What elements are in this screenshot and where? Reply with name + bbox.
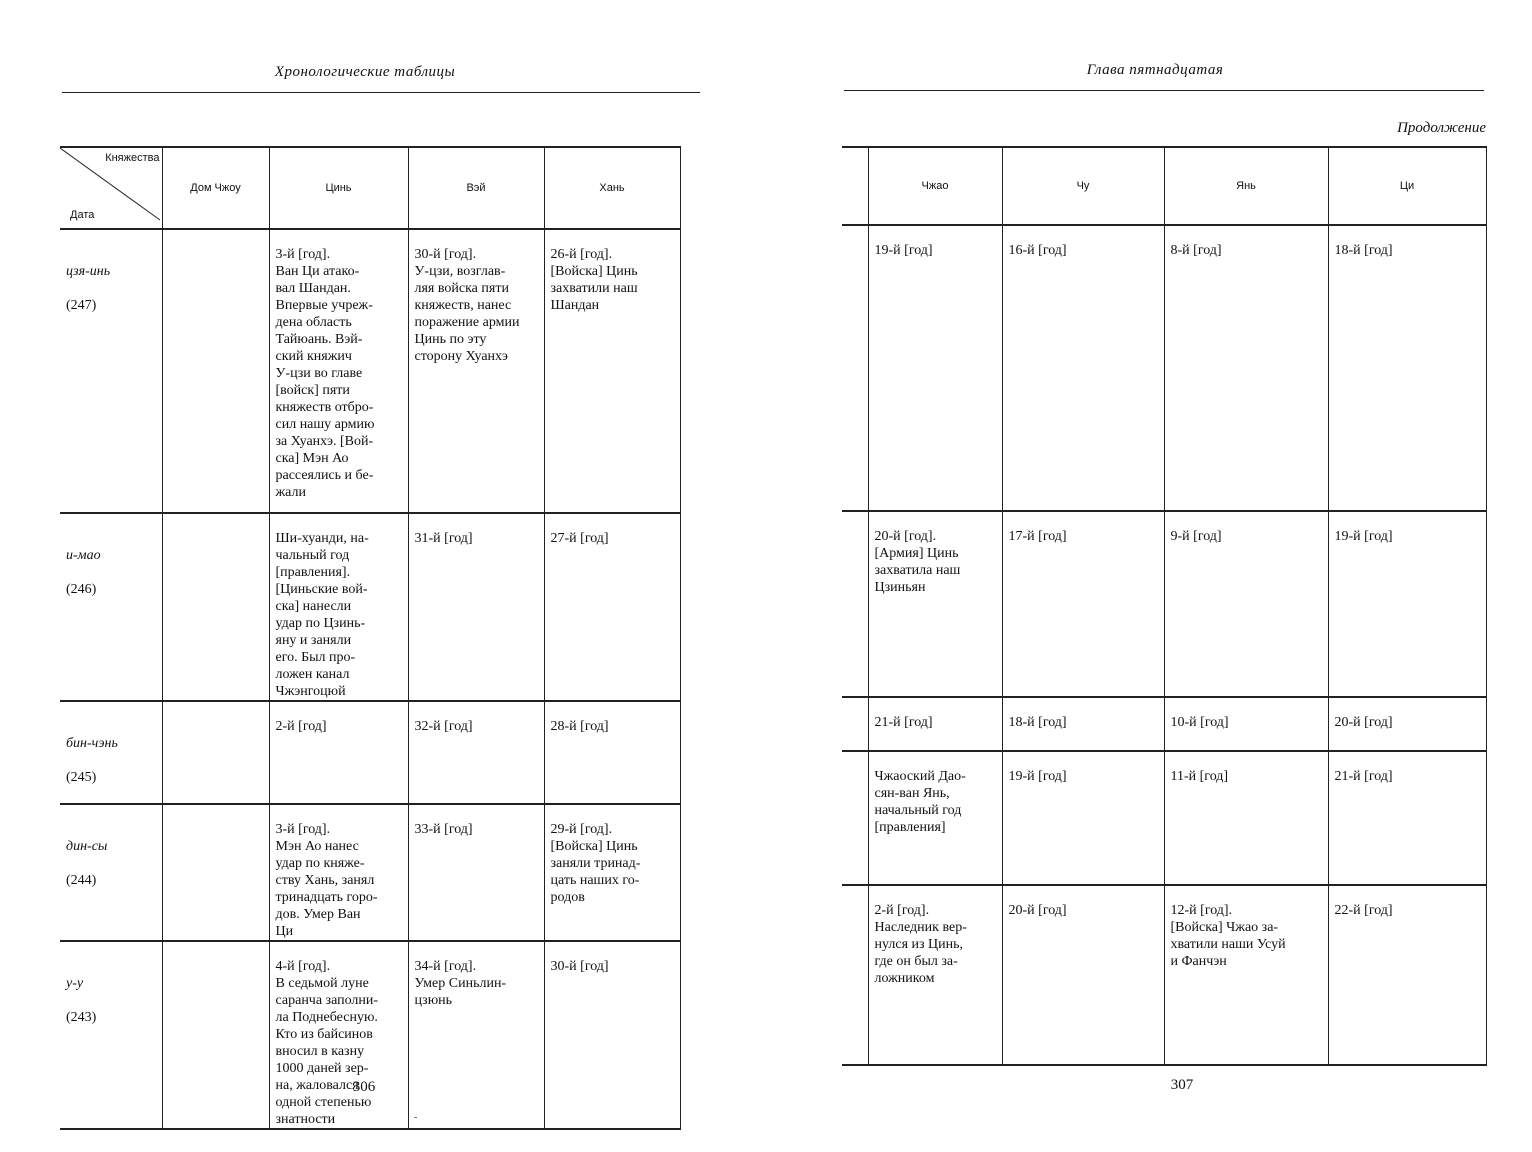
table-row: [842, 225, 1486, 511]
year-bce: (245): [66, 770, 97, 785]
cyclical-date: цзя-инь: [66, 264, 111, 279]
running-head: Глава пятнадцатая: [1086, 62, 1224, 78]
cyclical-date: дин-сы: [66, 839, 108, 854]
year-bce: (247): [66, 298, 97, 313]
table-row: [842, 511, 1486, 697]
table-cell: 28-й [год]: [544, 701, 680, 804]
table-row: [60, 229, 680, 513]
table-row: [60, 804, 680, 941]
table-header-row: [842, 147, 1486, 225]
table-cell: 8-й [год]: [1164, 225, 1328, 511]
diagonal-header-cell: [60, 147, 162, 229]
table-cell: 2-й [год]. Наследник вер- нулся из Цинь, где он был за- ложником: [868, 885, 1002, 1065]
spacer-cell: [842, 697, 868, 751]
table-cell: 34-й [год]. Умер Синьлин- цзюнь: [408, 941, 544, 1129]
table-cell: 20-й [год]: [1002, 885, 1164, 1065]
table-cell: 18-й [год]: [1002, 697, 1164, 751]
table-cell: 27-й [год]: [544, 513, 680, 701]
table-cell: [162, 513, 269, 701]
table-cell: 31-й [год]: [408, 513, 544, 701]
table-row: [842, 751, 1486, 885]
table-cell: 18-й [год]: [1328, 225, 1486, 511]
table-header-row: [60, 147, 680, 229]
spacer-cell: [842, 147, 868, 225]
divider: [844, 90, 1484, 91]
spacer-cell: [842, 511, 868, 697]
right-page: [780, 0, 1532, 1152]
continuation-label: Продолжение: [1397, 120, 1486, 136]
chronology-table: [842, 146, 1487, 1066]
chronology-table: [60, 146, 681, 1130]
print-speck: -: [414, 1112, 418, 1123]
table-row: [842, 885, 1486, 1065]
table-cell: 4-й [год]. В седьмой луне саранча заполни- ла Поднебесную. Кто из байсинов вносил в казну 1000 даней зер- на, жаловался одной степенью знатности: [269, 941, 408, 1129]
date-cell: [60, 701, 162, 804]
table-cell: 10-й [год]: [1164, 697, 1328, 751]
table-cell: 19-й [год]: [1002, 751, 1164, 885]
table-cell: [162, 804, 269, 941]
table-cell: 3-й [год]. Мэн Ао нанес удар по княже- ству Хань, занял тринадцать горо- дов. Умер Ван Ци: [269, 804, 408, 941]
table-cell: 29-й [год]. [Войска] Цинь заняли тринад- цать наших го- родов: [544, 804, 680, 941]
header-label-date: Дата: [70, 209, 95, 221]
table-cell: 20-й [год]. [Армия] Цинь захватила наш Цзиньян: [868, 511, 1002, 697]
table-cell: Чжаоский Дао- сян-ван Янь, начальный год [правления]: [868, 751, 1002, 885]
table-cell: 9-й [год]: [1164, 511, 1328, 697]
column-header: Чу: [1002, 147, 1164, 225]
column-header: Дом Чжоу: [162, 147, 269, 229]
table-cell: [162, 941, 269, 1129]
table-cell: 3-й [год]. Ван Ци атако- вал Шандан. Впервые учреж- дена область Тайюань. Вэй- ский княжич У-цзи во главе [войск] пяти княжеств отбро- сил нашу армию за Хуанхэ. [Вой- ска] Мэн Ао рассеялись и бе- жали: [269, 229, 408, 513]
table-row: [60, 941, 680, 1129]
table-cell: 30-й [год]. У-цзи, возглав- ляя войска пяти княжеств, нанес поражение армии Цинь по эту сторону Хуанхэ: [408, 229, 544, 513]
cyclical-date: бин-чэнь: [66, 736, 118, 751]
column-header: Чжао: [868, 147, 1002, 225]
date-cell: [60, 229, 162, 513]
cyclical-date: у-у: [66, 976, 84, 991]
table-row: [842, 697, 1486, 751]
running-head: Хронологические таблицы: [274, 64, 456, 80]
table-cell: 21-й [год]: [868, 697, 1002, 751]
date-cell: [60, 941, 162, 1129]
page-number: 307: [1170, 1077, 1194, 1093]
table-row: [60, 513, 680, 701]
table-cell: 32-й [год]: [408, 701, 544, 804]
year-bce: (243): [66, 1010, 97, 1025]
table-cell: [162, 701, 269, 804]
date-cell: [60, 804, 162, 941]
column-header: Хань: [544, 147, 680, 229]
left-page: [0, 0, 760, 1152]
header-label-states: Княжества: [105, 152, 160, 164]
column-header: Ци: [1328, 147, 1486, 225]
spacer-cell: [842, 751, 868, 885]
table-cell: 2-й [год]: [269, 701, 408, 804]
table-cell: 11-й [год]: [1164, 751, 1328, 885]
table-cell: 20-й [год]: [1328, 697, 1486, 751]
table-cell: 26-й [год]. [Войска] Цинь захватили наш Шандан: [544, 229, 680, 513]
table-cell: 22-й [год]: [1328, 885, 1486, 1065]
column-header: Вэй: [408, 147, 544, 229]
table-cell: 12-й [год]. [Войска] Чжао за- хватили наши Усуй и Фанчэн: [1164, 885, 1328, 1065]
page-number: 306: [352, 1079, 376, 1095]
spacer-cell: [842, 885, 868, 1065]
table-cell: 21-й [год]: [1328, 751, 1486, 885]
table-cell: 19-й [год]: [868, 225, 1002, 511]
table-cell: 30-й [год]: [544, 941, 680, 1129]
table-cell: [162, 229, 269, 513]
cyclical-date: и-мао: [66, 548, 101, 563]
table-cell: Ши-хуанди, на- чальный год [правления]. [Циньские вой- ска] нанесли удар по Цзинь- яну и заняли его. Был про- ложен канал Чжэнгоцюй: [269, 513, 408, 701]
year-bce: (244): [66, 873, 97, 888]
table-row: [60, 701, 680, 804]
year-bce: (246): [66, 582, 97, 597]
column-header: Янь: [1164, 147, 1328, 225]
table-cell: 17-й [год]: [1002, 511, 1164, 697]
table-cell: 16-й [год]: [1002, 225, 1164, 511]
column-header: Цинь: [269, 147, 408, 229]
table-cell: 19-й [год]: [1328, 511, 1486, 697]
divider: [62, 92, 700, 93]
table-cell: 33-й [год]: [408, 804, 544, 941]
date-cell: [60, 513, 162, 701]
spacer-cell: [842, 225, 868, 511]
